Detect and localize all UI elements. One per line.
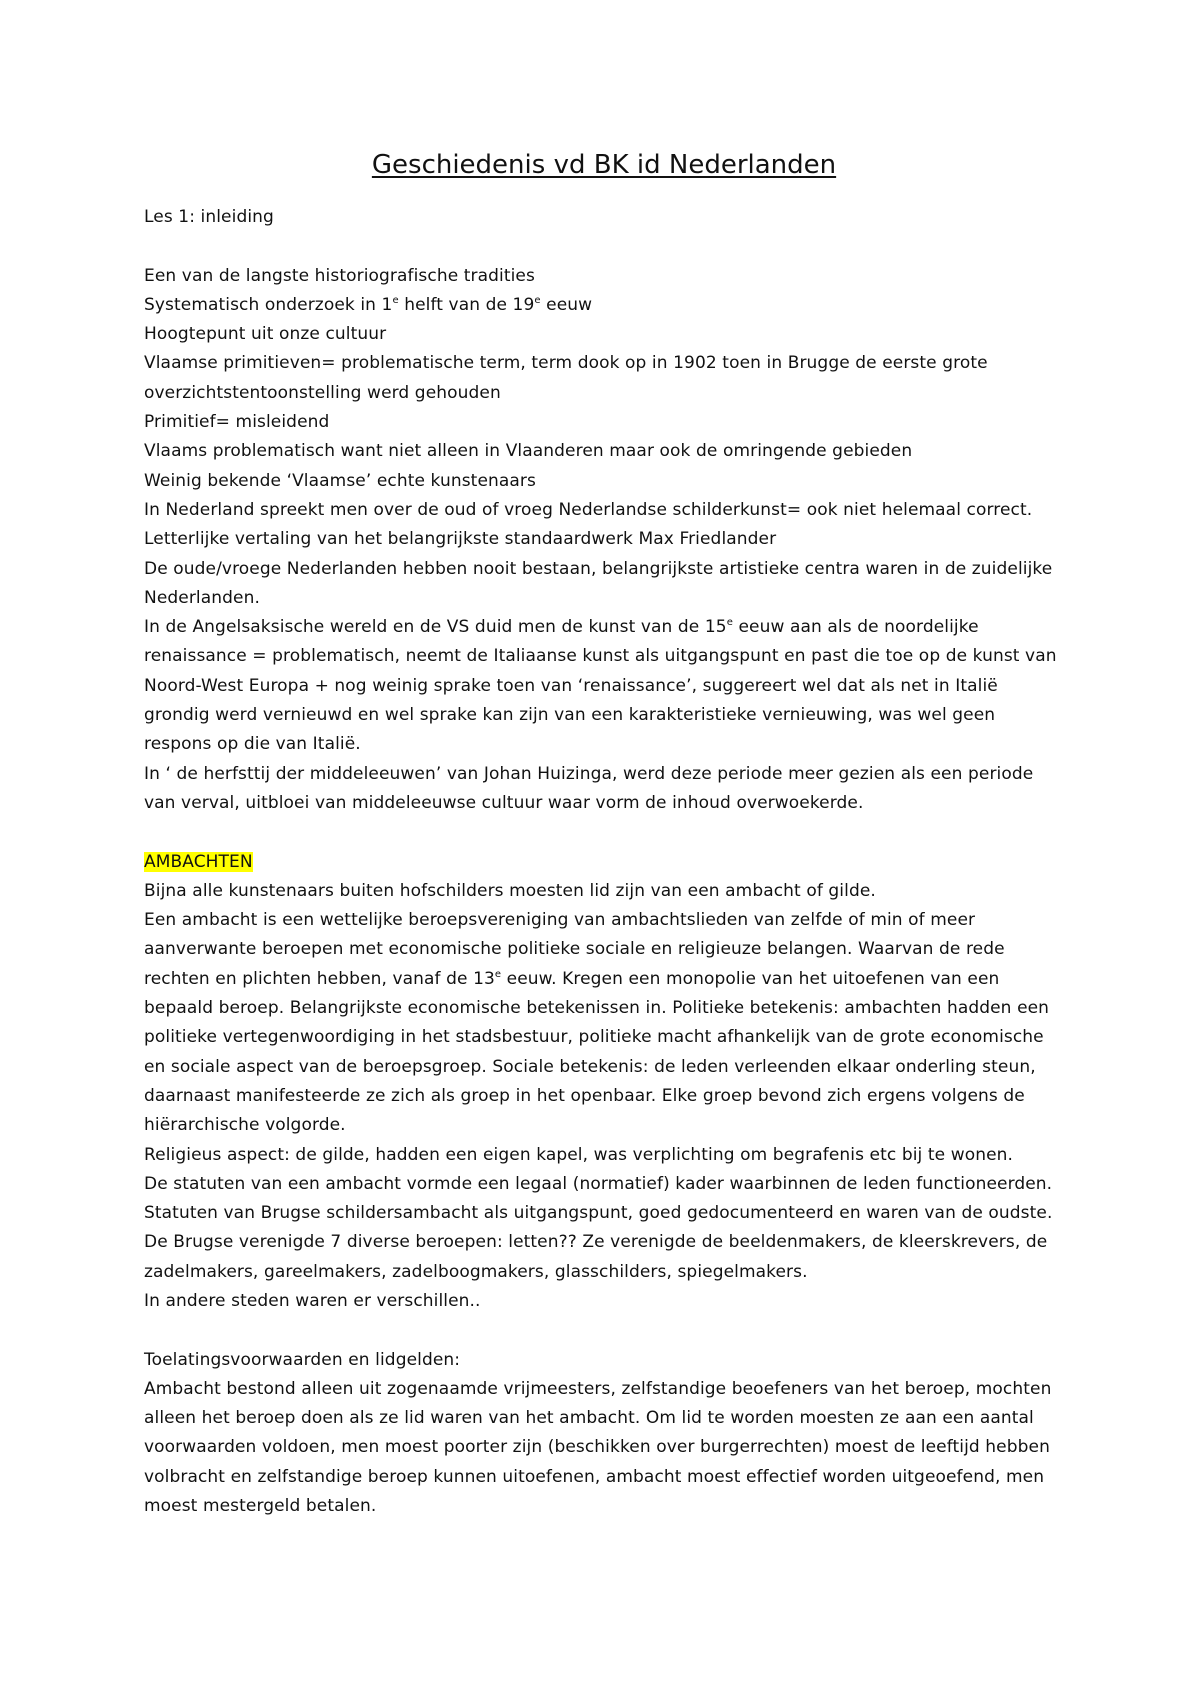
intro-line-2-part-b: helft van de 19 (398, 294, 535, 315)
toelating-paragraph-1: Ambacht bestond alleen uit zogenaamde vrijmeesters, zelfstandige beoefeners van het beroep, mochten alleen het beroep doen als ze lid waren van het ambacht. Om lid te worden moesten ze aan een aantal voorwaarden voldoen, men moest poorter zijn (beschikken over burgerrechten) moest de leeftijd hebben volbracht en zelfstandige beroep kunnen uitoefenen, ambacht moest effectief worden uitgeoefend, men moest mestergeld betalen. (144, 1378, 1052, 1517)
ordinal-superscript: e (534, 294, 541, 306)
blank-line (144, 818, 1064, 847)
intro-line-4: Vlaamse primitieven= problematische term, term dook op in 1902 toen in Brugge de eerste grote overzichtstentoonstelling werd gehouden (144, 353, 988, 403)
blank-line (144, 232, 1064, 261)
intro-line-3: Hoogtepunt uit onze cultuur (144, 324, 387, 345)
intro-line-1: Een van de langste historiografische tradities (144, 265, 535, 286)
intro-line-10-part-b: eeuw aan als de noordelijke renaissance = problematisch, neemt de Italiaanse kunst als uitgangspunt en past die toe op de kunst van Noord-West Europa + nog weinig sprake toen van ‘renaissance’, suggereert wel dat als net in Italië grondig werd vernieuwd en wel sprake kan zijn van een karakteristieke vernieuwing, was wel geen respons op die van Italië. (144, 617, 1057, 755)
intro-line-2-part-c: eeuw (540, 294, 593, 315)
ordinal-superscript: e (726, 617, 733, 629)
ambachten-paragraph-2-part-a: Een ambacht is een wettelijke beroepsvereniging van ambachtslieden van zelfde of min of meer aanverwante beroepen met economische politieke sociale en religieuze belangen. Waarvan de rede rechten en plichten hebben, vanaf de 13 (144, 910, 1005, 989)
intro-line-2-part-a: Systematisch onderzoek in 1 (144, 294, 393, 315)
lesson-subtitle: Les 1: inleiding (144, 207, 274, 227)
ordinal-superscript: e (392, 294, 399, 306)
ambachten-paragraph-1: Bijna alle kunstenaars buiten hofschilders moesten lid zijn van een ambacht of gilde. (144, 880, 876, 901)
ambachten-paragraph-4: De statuten van een ambacht vormde een legaal (normatief) kader waarbinnen de leden functioneerden. (144, 1173, 1053, 1194)
ambachten-heading: AMBACHTEN (144, 851, 253, 872)
document-body (144, 203, 1064, 1521)
intro-line-2 (144, 291, 1064, 320)
intro-line-5: Primitief= misleidend (144, 412, 330, 433)
ambachten-paragraph-2-part-b: eeuw. Kregen een monopolie van het uitoefenen van een bepaald beroep. Belangrijkste economische betekenissen in. Politieke betekenis: ambachten hadden een politieke vertegenwoordiging in het stadsbestuur, politieke macht afhankelijk van de grote economische en sociale aspect van de beroepsgroep. Sociale betekenis: de leden verleenden elkaar onderling steun, daarnaast manifesteerde ze zich als groep in het openbaar. Elke groep bevond zich ergens volgens de hiërarchische volgorde. (144, 968, 1050, 1136)
intro-line-11: In ‘ de herfsttij der middeleeuwen’ van Johan Huizinga, werd deze periode meer gezien als een periode van verval, uitbloei van middeleeuwse cultuur waar vorm de inhoud overwoekerde. (144, 763, 1034, 813)
intro-line-10 (144, 613, 1064, 759)
intro-line-8: In Nederland spreekt men over de oud of vroeg Nederlandse schilderkunst= ook niet helemaal correct. Letterlijke vertaling van het belangrijkste standaardwerk Max Friedlander (144, 499, 1033, 550)
ambachten-heading-line (144, 848, 1064, 877)
ambachten-paragraph-3: Religieus aspect: de gilde, hadden een eigen kapel, was verplichting om begrafenis etc bij te wonen. (144, 1144, 1014, 1165)
intro-line-7: Weinig bekende ‘Vlaamse’ echte kunstenaars (144, 470, 536, 491)
ambachten-paragraph-2 (144, 906, 1064, 1140)
document-title: Geschiedenis vd BK id Nederlanden (371, 150, 837, 180)
intro-line-9: De oude/vroege Nederlanden hebben nooit bestaan, belangrijkste artistieke centra waren in de zuidelijke Nederlanden. (144, 558, 1053, 608)
blank-line (144, 1316, 1064, 1345)
ambachten-paragraph-5: Statuten van Brugse schildersambacht als uitgangspunt, goed gedocumenteerd en waren van de oudste. De Brugse verenigde 7 diverse beroepen: letten?? Ze verenigde de beeldenmakers, de kleerskrevers, de zadelmakers, gareelmakers, zadelboogmakers, glasschilders, spiegelmakers. (144, 1203, 1053, 1282)
ordinal-superscript: e (494, 968, 502, 980)
intro-line-10-part-a: In de Angelsaksische wereld en de VS duid men de kunst van de 15 (144, 617, 727, 638)
intro-line-6: Vlaams problematisch want niet alleen in Vlaanderen maar ook de omringende gebieden (144, 441, 913, 462)
ambachten-paragraph-6: In andere steden waren er verschillen.. (144, 1290, 481, 1311)
toelating-heading: Toelatingsvoorwaarden en lidgelden: (144, 1349, 461, 1370)
